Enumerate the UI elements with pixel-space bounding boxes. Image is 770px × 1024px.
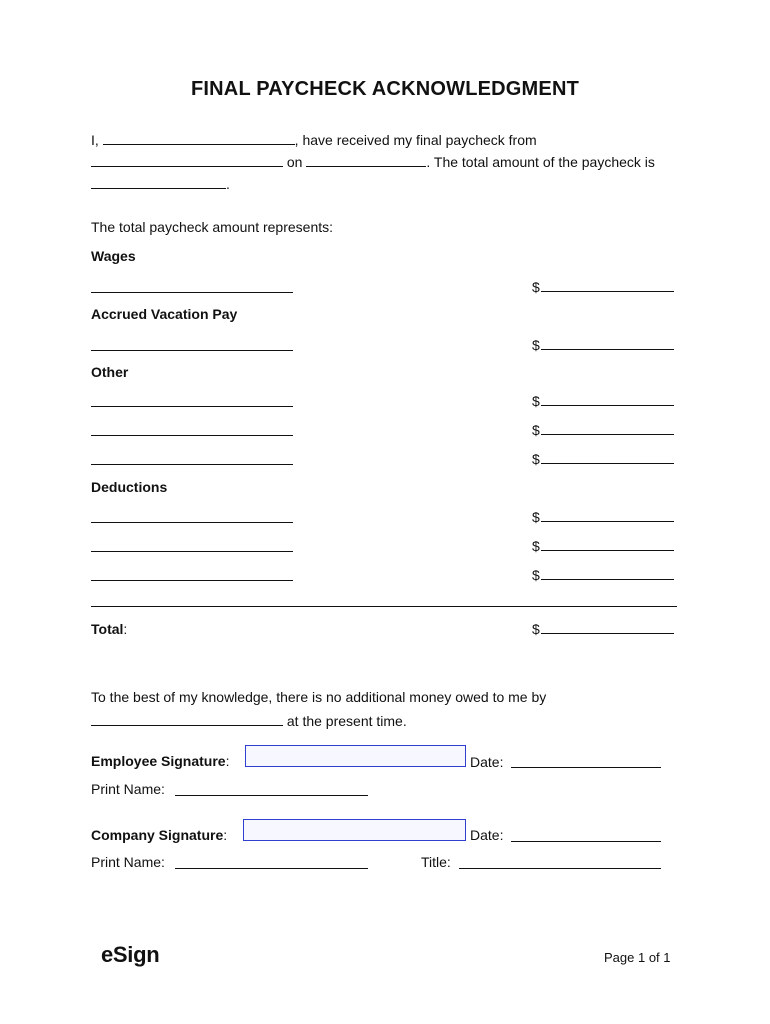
employee-print-name-label: Print Name: xyxy=(91,781,165,797)
deduction-amount-field[interactable]: $ xyxy=(532,566,674,584)
deduction-amount-field[interactable]: $ xyxy=(532,508,674,526)
other-amount-field[interactable]: $ xyxy=(532,421,674,439)
section-label-deductions: Deductions xyxy=(91,479,168,495)
paycheck-date-blank[interactable] xyxy=(306,152,426,167)
total-divider xyxy=(91,606,677,607)
esign-logo: eSign xyxy=(101,942,160,967)
knowledge-line-1: To the best of my knowledge, there is no additional money owed to me by xyxy=(91,689,547,705)
section-label-wages: Wages xyxy=(91,248,136,264)
employee-print-name-field[interactable] xyxy=(175,795,368,796)
company-date-field[interactable] xyxy=(511,841,661,842)
other-description-line[interactable] xyxy=(91,435,293,436)
vacation-amount-field[interactable]: $ xyxy=(532,336,674,354)
other-description-line[interactable] xyxy=(91,464,293,465)
deduction-description-line[interactable] xyxy=(91,580,293,581)
deduction-description-line[interactable] xyxy=(91,551,293,552)
section-label-other: Other xyxy=(91,364,129,380)
other-amount-field[interactable]: $ xyxy=(532,392,674,410)
represents-text: The total paycheck amount represents: xyxy=(91,219,334,235)
intro-line-1: I, , have received my final paycheck from xyxy=(91,132,537,148)
company-title-label: Title: xyxy=(421,854,451,870)
employee-signature-field[interactable] xyxy=(245,745,466,767)
deduction-amount-field[interactable]: $ xyxy=(532,537,674,555)
knowledge-line-2: at the present time. xyxy=(91,711,407,730)
company-signature-field[interactable] xyxy=(243,819,466,841)
employee-date-label: Date: xyxy=(470,754,504,770)
wages-amount-field[interactable]: $ xyxy=(532,278,674,296)
intro-line-3: . xyxy=(91,174,230,193)
company-title-field[interactable] xyxy=(459,868,661,869)
page-number: Page 1 of 1 xyxy=(604,950,671,965)
company-date-label: Date: xyxy=(470,827,504,843)
company-print-name-label: Print Name: xyxy=(91,854,165,870)
section-label-vacation: Accrued Vacation Pay xyxy=(91,306,238,322)
vacation-description-line[interactable] xyxy=(91,350,293,351)
employer-name-blank[interactable] xyxy=(91,152,283,167)
document-title: FINAL PAYCHECK ACKNOWLEDGMENT xyxy=(190,78,580,100)
employee-date-field[interactable] xyxy=(511,767,661,768)
wages-description-line[interactable] xyxy=(91,292,293,293)
other-amount-field[interactable]: $ xyxy=(532,450,674,468)
company-signature-label: Company Signature: xyxy=(91,827,228,843)
total-label: Total: xyxy=(91,621,128,637)
intro-line-2: on . The total amount of the paycheck is xyxy=(91,152,655,171)
paycheck-amount-blank[interactable] xyxy=(91,174,226,189)
deduction-description-line[interactable] xyxy=(91,522,293,523)
other-description-line[interactable] xyxy=(91,406,293,407)
employee-signature-label: Employee Signature: xyxy=(91,753,230,769)
employer-name-blank-2[interactable] xyxy=(91,711,283,726)
total-amount-field[interactable]: $ xyxy=(532,620,674,638)
company-print-name-field[interactable] xyxy=(175,868,368,869)
employee-name-blank[interactable] xyxy=(103,130,295,145)
